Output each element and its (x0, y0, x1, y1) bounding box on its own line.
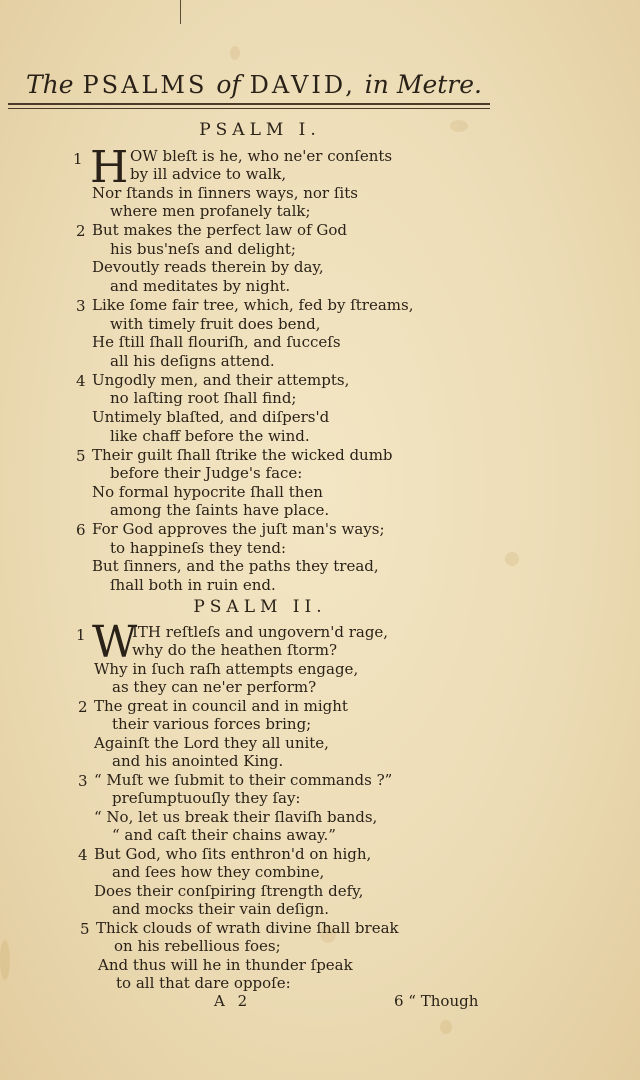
verse-number: 3 (76, 297, 86, 315)
verse-line: He ſtill ſhall flouriſh, and ſucceſs (92, 333, 341, 351)
verse-line: OW bleſt is he, who ne'er conſents (130, 147, 393, 165)
verse-line: preſumptuouſly they ſay: (112, 789, 301, 807)
catchword: 6 “ Though (394, 992, 479, 1010)
header-rule (8, 108, 490, 109)
psalm-title: PSALM II. (193, 597, 327, 617)
verse-number: 5 (80, 920, 90, 938)
header-of: of (216, 70, 241, 99)
signature-mark: A 2 (214, 992, 252, 1010)
psalm-title: PSALM I. (199, 120, 321, 140)
verse-line: ſhall both in ruin end. (110, 576, 276, 594)
drop-cap: H (90, 142, 129, 193)
verse-line: all his deſigns attend. (110, 352, 275, 370)
verse-line: Devoutly reads therein by day, (92, 258, 324, 276)
verse-line: and ſees how they combine, (112, 863, 325, 881)
verse-number: 4 (76, 372, 86, 390)
verse-line: to happineſs they tend: (110, 539, 287, 557)
verse-line: and mocks their vain deſign. (112, 900, 329, 918)
verse-line: Why in ſuch raſh attempts engage, (94, 660, 359, 678)
verse-line: by ill advice to walk, (130, 165, 287, 183)
foxing-spot (440, 1020, 452, 1034)
verse-line: and his anointed King. (112, 752, 284, 770)
header-david: DAVID, (249, 71, 356, 99)
verse-line: But God, who ſits enthron'd on high, (94, 845, 372, 863)
verse-line: Does their conſpiring ſtrength defy, (94, 882, 364, 900)
verse-line: But ſinners, and the paths they tread, (92, 557, 379, 575)
running-header (26, 70, 486, 99)
verse-number: 3 (78, 772, 88, 790)
verse-line: as they can ne'er perform? (112, 678, 317, 696)
verse-number: 2 (76, 222, 86, 240)
verse-line: their various forces bring; (112, 715, 312, 733)
header-rule (8, 103, 490, 105)
verse-line: And thus will he in thunder ſpeak (98, 956, 353, 974)
verse-line: why do the heathen ſtorm? (132, 641, 337, 659)
verse-line: “ No, let us break their ſlaviſh bands, (94, 808, 378, 826)
header-psalms: PSALMS (82, 71, 208, 99)
verse-line: his bus'neſs and delight; (110, 240, 296, 258)
verse-line: Thick clouds of wrath divine ſhall break (96, 919, 399, 937)
verse-line: Nor ſtands in ſinners ways, nor ſits (92, 184, 358, 202)
verse-number: 4 (78, 846, 88, 864)
header-the: The (26, 70, 74, 99)
verse-line: to all that dare oppoſe: (116, 974, 291, 992)
binding-mark (180, 0, 181, 24)
verse-line: The great in council and in might (94, 697, 348, 715)
verse-line: like chaff before the wind. (110, 427, 310, 445)
verse-line: Ungodly men, and their attempts, (92, 371, 350, 389)
verse-line: “ Muſt we ſubmit to their commands ?” (94, 771, 393, 789)
verse-line: on his rebellious foes; (114, 937, 281, 955)
verse-number: 6 (76, 521, 86, 539)
verse-line: where men profanely talk; (110, 202, 311, 220)
verse-number: 5 (76, 447, 86, 465)
verse-line: with timely fruit does bend, (110, 315, 321, 333)
verse-number: 1 (76, 626, 86, 644)
verse-line: But makes the perfect law of God (92, 221, 347, 239)
foxing-spot (0, 940, 10, 980)
foxing-spot (230, 46, 240, 60)
verse-line: No formal hypocrite ſhall then (92, 483, 323, 501)
drop-cap: W (92, 617, 138, 668)
verse-number: 1 (73, 150, 83, 168)
verse-line: Againſt the Lord they all unite, (94, 734, 329, 752)
verse-line: “ and caſt their chains away.” (112, 826, 336, 844)
verse-line: Their guilt ſhall ſtrike the wicked dumb (92, 446, 393, 464)
verse-line: among the ſaints have place. (110, 501, 330, 519)
verse-number: 2 (78, 698, 88, 716)
verse-line: For God approves the juſt man's ways; (92, 520, 385, 538)
verse-line: before their Judge's face: (110, 464, 303, 482)
verse-line: ITH reſtleſs and ungovern'd rage, (132, 623, 389, 641)
header-in-metre: in Metre. (364, 70, 482, 99)
foxing-spot (505, 552, 519, 566)
verse-line: Like ſome fair tree, which, fed by ſtreams, (92, 296, 414, 314)
verse-line: Untimely blaſted, and diſpers'd (92, 408, 330, 426)
verse-line: and meditates by night. (110, 277, 291, 295)
verse-line: no laſting root ſhall find; (110, 389, 297, 407)
